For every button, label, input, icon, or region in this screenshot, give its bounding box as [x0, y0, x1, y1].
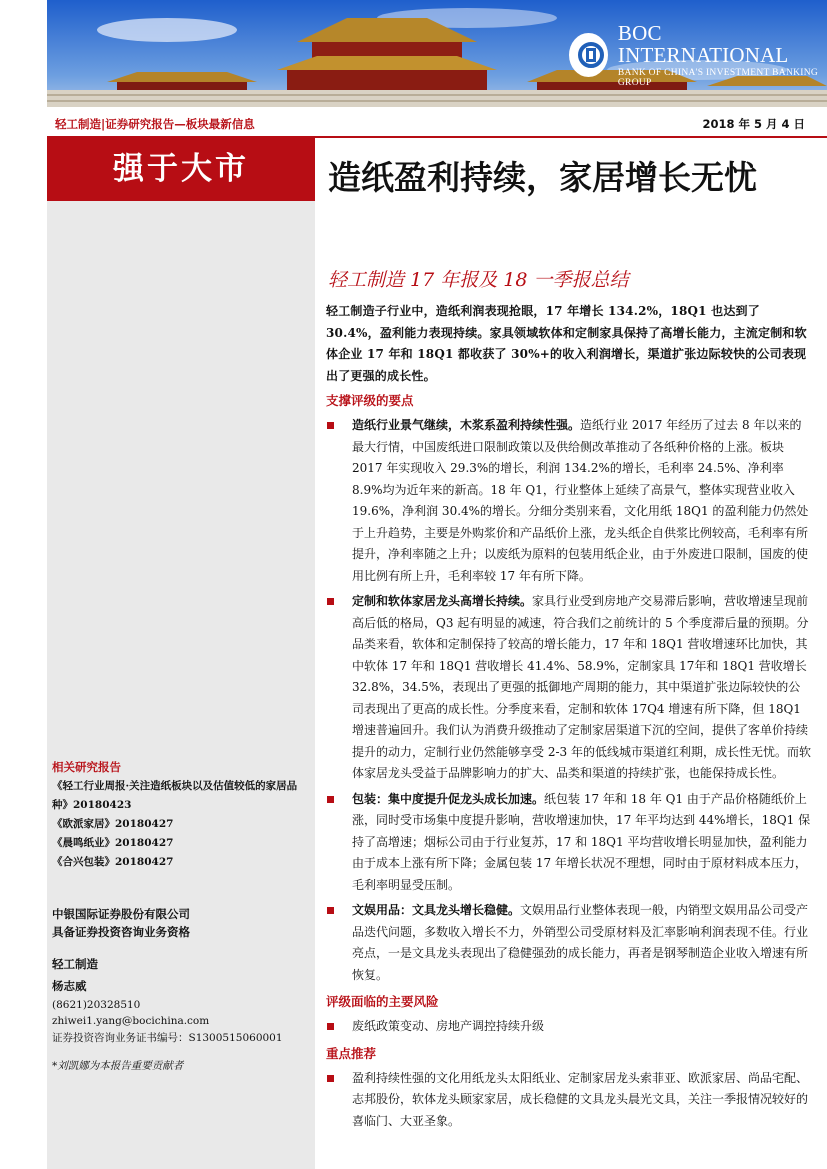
support-item-lead: 定制和软体家居龙头高增长持续。 [352, 594, 533, 608]
brand-name: BOC INTERNATIONAL [617, 21, 789, 67]
report-subtitle: 轻工制造 17 年报及 18 一季报总结 [328, 269, 629, 291]
analyst-name: 杨志威 [52, 979, 87, 993]
brand-subtitle: BANK OF CHINA'S INVESTMENT BANKING GROUP [617, 68, 819, 88]
analyst-email: zhiwei1.yang@bocichina.com [52, 1015, 210, 1027]
related-report-item: 《晨鸣纸业》20180427 [52, 837, 174, 849]
analyst-phone: (8621)20328510 [52, 998, 141, 1011]
support-item [326, 900, 812, 986]
support-item-lead: 包装：集中度提升促龙头成长加速。 [352, 791, 545, 806]
main-content [326, 301, 812, 1136]
risk-item: 废纸政策变动、房地产调控持续升级 [326, 1016, 812, 1038]
picks-item: 盈利持续性强的文化用纸龙头太阳纸业、定制家居龙头索菲亚、欧派家居、尚品宅配、志邦股份，软体龙头顾家家居，成长稳健的文具龙头晨光文具，关注一季报情况较好的喜临门、大亚圣象。 [326, 1068, 812, 1133]
related-reports-heading: 相关研究报告 [52, 760, 121, 774]
support-item-lead: 文娱用品：文具龙头增长稳健。 [352, 903, 521, 917]
boc-logo-icon [569, 33, 608, 77]
rating-badge: 强于大市 [47, 138, 315, 201]
related-report-item: 《合兴包装》20180427 [52, 856, 174, 868]
support-item [326, 591, 812, 785]
support-item-text: 纸包装 17 年和 18 年 Q1 由于产品价格随纸价上涨，同时受市场集中度提升影响，营收增速加快，17 年平均达到 44%增长，18Q1 保持了高增速；烟标公司由于行业复苏，17 和 18Q1 平均营收增长明显加快，盈利能力由于成本上涨有所下降；金属包装 17 年增长状况不理想，同时由于原材料成本压力，毛利率明显受压制。 [352, 791, 811, 892]
support-item [326, 789, 812, 897]
report-title: 造纸盈利持续，家居增长无忧 [328, 158, 757, 197]
report-date: 2018 年 5 月 4 日 [702, 117, 805, 131]
meta-bar [47, 110, 827, 138]
picks-list [326, 1068, 812, 1133]
analyst-license: 证券投资咨询业务证书编号：S1300515060001 [52, 1031, 283, 1044]
company-name: 中银国际证券股份有限公司 [52, 907, 190, 921]
risk-list [326, 1016, 812, 1038]
report-category: 轻工制造|证券研究报告—板块最新信息 [55, 117, 255, 131]
contributor-note: *刘凯娜为本报告重要贡献者 [52, 1060, 184, 1072]
support-item [326, 415, 812, 587]
boc-logo [569, 22, 827, 88]
related-report-item: 《欧派家居》20180427 [52, 818, 174, 830]
support-item-text: 文娱用品行业整体表现一般，内销型文娱用品公司受产品迭代问题，多数收入增长不力，外销型公司受原材料及汇率影响利润表现不佳。行业亮点，一是文具龙头表现出了稳健强劲的成长能力，再者是钢琴制造企业收入增速有所恢复。 [352, 903, 809, 982]
summary-paragraph: 轻工制造子行业中，造纸利润表现抢眼，17 年增长 134.2%，18Q1 也达到了 30.4%，盈利能力表现持续。家具领域软体和定制家具保持了高增长能力，主流定制和软体企业 17 年和 18Q1 都收获了 30%+的收入利润增长，渠道扩张边际较快的公司表现出了更强的成长性。 [326, 304, 807, 383]
company-qualification: 具备证券投资咨询业务资格 [52, 925, 190, 939]
support-list [326, 415, 812, 986]
picks-heading: 重点推荐 [326, 1045, 377, 1061]
company-info [52, 905, 307, 941]
support-item-text: 造纸行业 2017 年经历了过去 8 年以来的最大行情，中国废纸进口限制政策以及供给侧改革推动了各纸种价格的上涨。板块 2017 年实现收入 29.3%的增长，利润 134.2%的增长，毛利率 24.5%、净利率 8.9%均为近年来的新高。18 年 Q1，行业整体上延续了高景气，整体实现营业收入 19.6%，净利润 30.4%的增长。分细分类别来看，文化用纸 18Q1 的盈利能力仍然处于上升趋势，主要是外购浆价和产品纸价上涨，龙头纸企自供浆比例较高，毛利率有所提升，净利率随之上升；以废纸为原料的包装用纸企业，由于外废进口限制，国废的使用比例有所上升，毛利率较 17 年有所下降。 [352, 418, 809, 583]
header-banner [47, 0, 827, 107]
related-reports [52, 758, 307, 872]
risk-heading: 评级面临的主要风险 [326, 994, 439, 1009]
related-report-item: 《轻工行业周报·关注造纸板块以及估值较低的家居品种》20180423 [52, 780, 298, 811]
support-heading: 支撑评级的要点 [326, 393, 414, 408]
analyst-info [52, 978, 312, 1046]
support-item-lead: 造纸行业景气继续，木浆系盈利持续性强。 [352, 418, 581, 432]
support-item-text: 家具行业受到房地产交易滞后影响，营收增速呈现前高后低的格局，Q3 起有明显的减速，符合我们之前统计的 5 个季度滞后量的预期。分品类来看，软体和定制保持了较高的增长能力，17 年和 18Q1 营收增速环比加快，其中软体 17 年和 18Q1 营收增长 41.4%、58.9%，定制家具 17年和 18Q1 营收增长 32.8%，34.5%，表现出了更强的抵御地产周期的能力，其中渠道扩张边际较快的公司表现出了更高的成长性。分季度来看，定制和软体 17Q4 增速有所下降，但 18Q1 增速普遍回升。我们认为消费升级推动了定制家居渠道下沉的空间，提供了客单价持续提升的动力，定制行业仍然能够享受 2-3 年的低线城市渠道红利期，成长性无忧。而软体家居龙头受益于品牌影响力的扩大、品类和渠道的持续扩张，也能保持成长性。 [352, 594, 811, 780]
sector-label: 轻工制造 [52, 957, 98, 971]
